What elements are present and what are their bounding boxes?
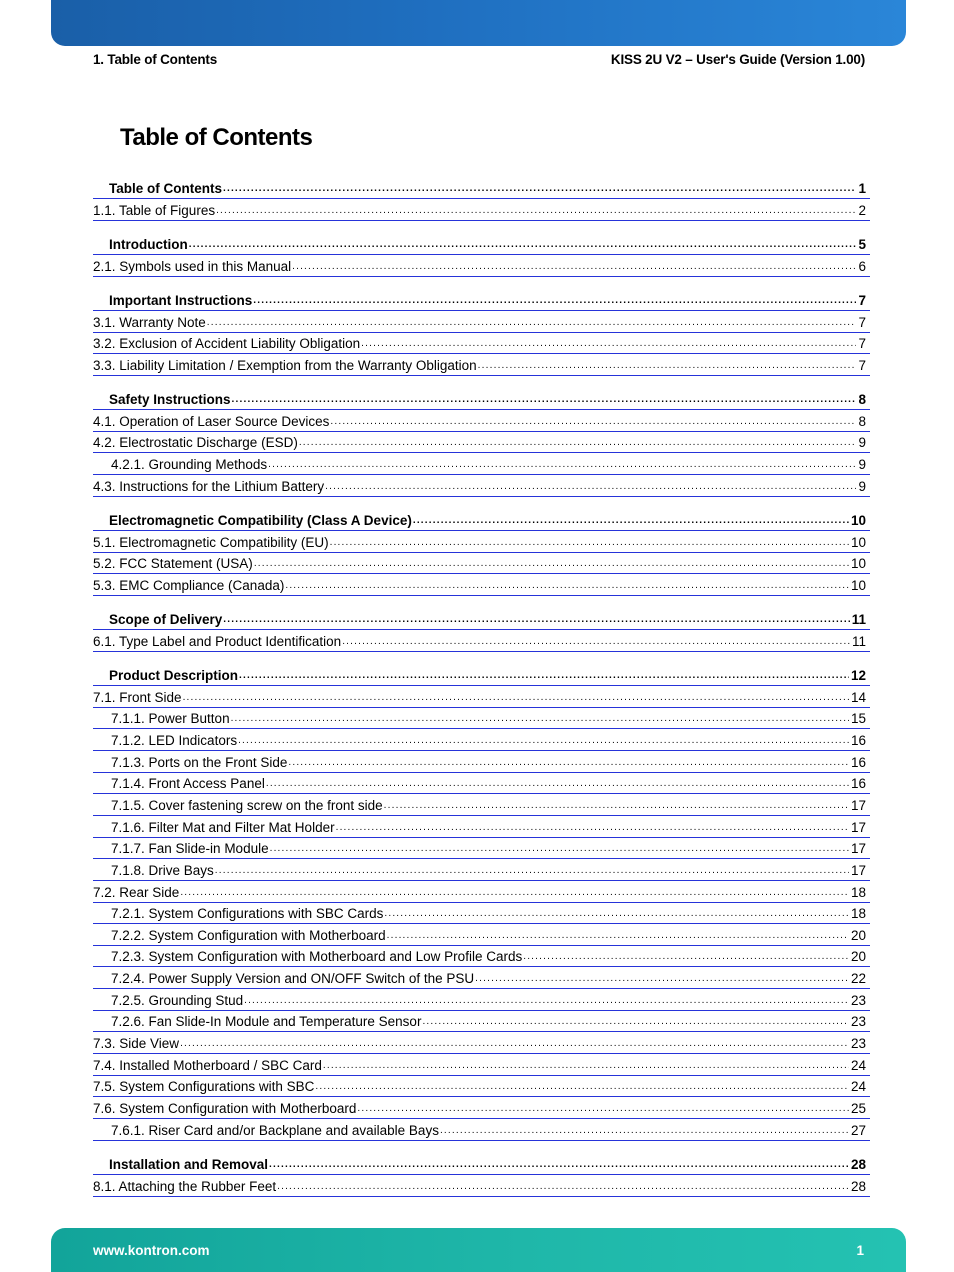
toc-dot-leader	[413, 513, 849, 529]
toc-dot-leader	[330, 414, 856, 430]
toc-entry[interactable]	[93, 358, 870, 376]
toc-dot-leader	[387, 928, 849, 944]
toc-entry-label: Important Instructions	[109, 293, 253, 308]
toc-entry-label: 4.2.1. Grounding Methods	[111, 457, 268, 472]
toc-dot-leader	[266, 776, 849, 792]
toc-entry[interactable]	[93, 1058, 870, 1076]
toc-entry-label: 3.3. Liability Limitation / Exemption from the Warranty Obligation	[93, 358, 477, 373]
toc-entry-page: 20	[850, 949, 866, 964]
toc-entry-page: 10	[850, 535, 866, 550]
toc-entry-page: 24	[850, 1058, 866, 1073]
toc-entry[interactable]	[93, 293, 870, 311]
toc-entry-label: 7.6. System Configuration with Motherboard	[93, 1101, 357, 1116]
header-document-title: KISS 2U V2 – User's Guide (Version 1.00)	[610, 52, 865, 67]
toc-entry-label: 5.2. FCC Statement (USA)	[93, 556, 253, 571]
toc-entry-page: 16	[850, 755, 866, 770]
toc-dot-leader	[288, 755, 849, 771]
toc-entry-page: 16	[850, 733, 866, 748]
toc-entry[interactable]	[93, 885, 870, 903]
toc-dot-leader	[238, 733, 849, 749]
toc-entry-page: 8	[858, 414, 866, 429]
toc-entry-page: 7	[858, 293, 866, 308]
toc-entry-label: 7.3. Side View	[93, 1036, 180, 1051]
toc-entry-page: 1	[858, 181, 866, 196]
toc-entry-page: 24	[850, 1079, 866, 1094]
toc-entry-label: 7.4. Installed Motherboard / SBC Card	[93, 1058, 322, 1073]
toc-entry-label: Scope of Delivery	[109, 612, 223, 627]
toc-entry-label: 7.2.2. System Configuration with Motherboard	[111, 928, 386, 943]
toc-dot-leader	[232, 392, 857, 408]
toc-entry[interactable]	[93, 203, 870, 221]
toc-entry-page: 12	[850, 668, 866, 683]
toc-entry-label: 7.2.4. Power Supply Version and ON/OFF Switch of the PSU	[111, 971, 475, 986]
toc-entry-label: 7.1.7. Fan Slide-in Module	[111, 841, 269, 856]
header-section-title: 1. Table of Contents	[93, 52, 218, 67]
toc-entry-page: 28	[850, 1157, 866, 1172]
toc-entry-page: 17	[850, 841, 866, 856]
toc-entry[interactable]	[93, 733, 870, 751]
toc-entry[interactable]	[93, 971, 870, 989]
toc-entry-label: 8.1. Attaching the Rubber Feet	[93, 1179, 277, 1194]
toc-entry[interactable]	[93, 841, 870, 859]
toc-entry-label: 7.1.1. Power Button	[111, 711, 230, 726]
toc-entry[interactable]	[93, 237, 870, 255]
toc-dot-leader	[357, 1101, 849, 1117]
toc-entry-page: 16	[850, 776, 866, 791]
toc-entry[interactable]	[93, 993, 870, 1011]
toc-dot-leader	[478, 358, 857, 374]
toc-entry-label: 7.1.3. Ports on the Front Side	[111, 755, 288, 770]
toc-dot-leader	[384, 906, 849, 922]
toc-entry-label: 3.1. Warranty Note	[93, 315, 206, 330]
toc-entry[interactable]	[93, 798, 870, 816]
toc-dot-leader	[180, 1036, 849, 1052]
toc-entry-label: 7.1. Front Side	[93, 690, 182, 705]
toc-entry[interactable]	[93, 578, 870, 596]
toc-dot-leader	[183, 690, 849, 706]
toc-entry-page: 11	[851, 612, 866, 627]
toc-entry-label: 7.2. Rear Side	[93, 885, 180, 900]
footer-page-number: 1	[856, 1243, 864, 1258]
toc-entry-page: 7	[858, 336, 866, 351]
toc-entry[interactable]	[93, 457, 870, 475]
toc-dot-leader	[223, 612, 849, 628]
toc-entry[interactable]	[93, 1157, 870, 1175]
toc-dot-leader	[180, 885, 849, 901]
toc-entry[interactable]	[93, 1079, 870, 1097]
toc-dot-leader	[342, 634, 850, 650]
toc-entry-label: 4.1. Operation of Laser Source Devices	[93, 414, 330, 429]
toc-entry-page: 6	[858, 259, 866, 274]
toc-entry[interactable]	[93, 435, 870, 453]
toc-entry-page: 23	[850, 1036, 866, 1051]
toc-entry-page: 2	[858, 203, 866, 218]
toc-dot-leader	[268, 457, 856, 473]
toc-entry-page: 23	[850, 993, 866, 1008]
toc-entry[interactable]	[93, 776, 870, 794]
toc-entry[interactable]	[93, 259, 870, 277]
toc-entry[interactable]	[93, 535, 870, 553]
toc-entry[interactable]	[93, 820, 870, 838]
toc-entry-page: 7	[858, 315, 866, 330]
toc-entry-page: 18	[850, 885, 866, 900]
toc-entry-label: 1.1. Table of Figures	[93, 203, 216, 218]
toc-entry-label: Introduction	[109, 237, 188, 252]
toc-entry-page: 10	[850, 578, 866, 593]
toc-entry[interactable]	[93, 949, 870, 967]
running-header	[93, 52, 865, 70]
toc-entry-page: 15	[850, 711, 866, 726]
toc-entry-label: 4.3. Instructions for the Lithium Battery	[93, 479, 325, 494]
toc-entry-label: 7.2.6. Fan Slide-In Module and Temperature Sensor	[111, 1014, 422, 1029]
toc-entry-label: 7.6.1. Riser Card and/or Backplane and available Bays	[111, 1123, 439, 1138]
toc-entry-page: 17	[850, 798, 866, 813]
toc-entry[interactable]	[93, 1036, 870, 1054]
toc-dot-leader	[207, 315, 857, 331]
toc-dot-leader	[315, 1079, 849, 1095]
toc-entry[interactable]	[93, 414, 870, 432]
toc-entry-label: 4.2. Electrostatic Discharge (ESD)	[93, 435, 298, 450]
toc-entry-label: 5.3. EMC Compliance (Canada)	[93, 578, 285, 593]
toc-entry[interactable]	[93, 668, 870, 686]
toc-dot-leader	[325, 479, 856, 495]
toc-entry-page: 10	[850, 556, 866, 571]
toc-entry-label: 7.2.1. System Configurations with SBC Cards	[111, 906, 384, 921]
toc-dot-leader	[523, 949, 849, 965]
toc-entry[interactable]	[93, 392, 870, 410]
toc-entry[interactable]	[93, 690, 870, 708]
toc-entry-label: Product Description	[109, 668, 239, 683]
toc-entry[interactable]	[93, 479, 870, 497]
page-title: Table of Contents	[120, 124, 313, 151]
toc-entry[interactable]	[93, 1014, 870, 1032]
toc-dot-leader	[299, 435, 857, 451]
toc-entry-label: 7.1.2. LED Indicators	[111, 733, 238, 748]
toc-entry-page: 11	[851, 634, 866, 649]
toc-dot-leader	[336, 820, 849, 836]
toc-entry-label: 7.1.8. Drive Bays	[111, 863, 214, 878]
toc-dot-leader	[269, 1157, 849, 1173]
toc-entry-label: 5.1. Electromagnetic Compatibility (EU)	[93, 535, 329, 550]
toc-dot-leader	[254, 556, 849, 572]
toc-entry-page: 17	[850, 863, 866, 878]
toc-entry[interactable]	[93, 1123, 870, 1141]
toc-dot-leader	[270, 841, 849, 857]
toc-entry-label: Installation and Removal	[109, 1157, 269, 1172]
header-banner	[51, 0, 906, 46]
toc-dot-leader	[384, 798, 849, 814]
toc-entry[interactable]	[93, 1179, 870, 1197]
toc-entry[interactable]	[93, 513, 870, 531]
toc-dot-leader	[323, 1058, 849, 1074]
toc-entry-label: 7.1.5. Cover fastening screw on the front side	[111, 798, 383, 813]
toc-entry-page: 9	[858, 479, 866, 494]
toc-entry[interactable]	[93, 755, 870, 773]
toc-entry[interactable]	[93, 315, 870, 333]
toc-dot-leader	[244, 993, 849, 1009]
toc-entry[interactable]	[93, 928, 870, 946]
toc-entry-label: 7.2.3. System Configuration with Motherboard and Low Profile Cards	[111, 949, 523, 964]
toc-entry-page: 18	[850, 906, 866, 921]
toc-dot-leader	[223, 181, 856, 197]
toc-entry-page: 14	[850, 690, 866, 705]
toc-entry-label: 7.5. System Configurations with SBC	[93, 1079, 315, 1094]
toc-entry-label: Electromagnetic Compatibility (Class A Device)	[109, 513, 412, 528]
toc-dot-leader	[239, 668, 849, 684]
toc-dot-leader	[216, 203, 856, 219]
toc-entry-page: 10	[850, 513, 866, 528]
toc-entry-page: 9	[858, 457, 866, 472]
toc-entry-label: 7.1.4. Front Access Panel	[111, 776, 265, 791]
toc-entry-page: 25	[850, 1101, 866, 1116]
toc-dot-leader	[330, 535, 849, 551]
toc-entry[interactable]	[93, 181, 870, 199]
toc-dot-leader	[285, 578, 849, 594]
toc-dot-leader	[422, 1014, 849, 1030]
toc-entry-label: 7.1.6. Filter Mat and Filter Mat Holder	[111, 820, 335, 835]
toc-entry-page: 8	[858, 392, 866, 407]
toc-dot-leader	[215, 863, 849, 879]
toc-entry-label: 6.1. Type Label and Product Identification	[93, 634, 342, 649]
footer-url[interactable]: www.kontron.com	[93, 1243, 210, 1258]
toc-entry[interactable]	[93, 634, 870, 652]
toc-entry-page: 7	[858, 358, 866, 373]
toc-entry-page: 23	[850, 1014, 866, 1029]
toc-entry-page: 5	[858, 237, 866, 252]
toc-entry-label: 3.2. Exclusion of Accident Liability Obligation	[93, 336, 361, 351]
toc-dot-leader	[189, 237, 857, 253]
toc-dot-leader	[231, 711, 849, 727]
toc-entry-page: 20	[850, 928, 866, 943]
toc-entry-page: 28	[850, 1179, 866, 1194]
toc-entry[interactable]	[93, 711, 870, 729]
toc-dot-leader	[292, 259, 856, 275]
toc-entry[interactable]	[93, 906, 870, 924]
toc-entry-label: Table of Contents	[109, 181, 222, 196]
toc-entry-page: 17	[850, 820, 866, 835]
toc-entry[interactable]	[93, 1101, 870, 1119]
toc-entry-label: 7.2.5. Grounding Stud	[111, 993, 244, 1008]
toc-entry-label: Safety Instructions	[109, 392, 231, 407]
toc-dot-leader	[277, 1179, 849, 1195]
toc-entry[interactable]	[93, 612, 870, 630]
toc-entry-page: 9	[858, 435, 866, 450]
toc-entry[interactable]	[93, 336, 870, 354]
toc-dot-leader	[253, 293, 856, 309]
toc-dot-leader	[475, 971, 849, 987]
toc-dot-leader	[440, 1123, 849, 1139]
footer-banner	[51, 1228, 906, 1272]
toc-entry-page: 27	[850, 1123, 866, 1138]
toc-entry-page: 22	[850, 971, 866, 986]
toc-entry-label: 2.1. Symbols used in this Manual	[93, 259, 292, 274]
toc-entry[interactable]	[93, 556, 870, 574]
toc-dot-leader	[361, 336, 856, 352]
toc-entry[interactable]	[93, 863, 870, 881]
